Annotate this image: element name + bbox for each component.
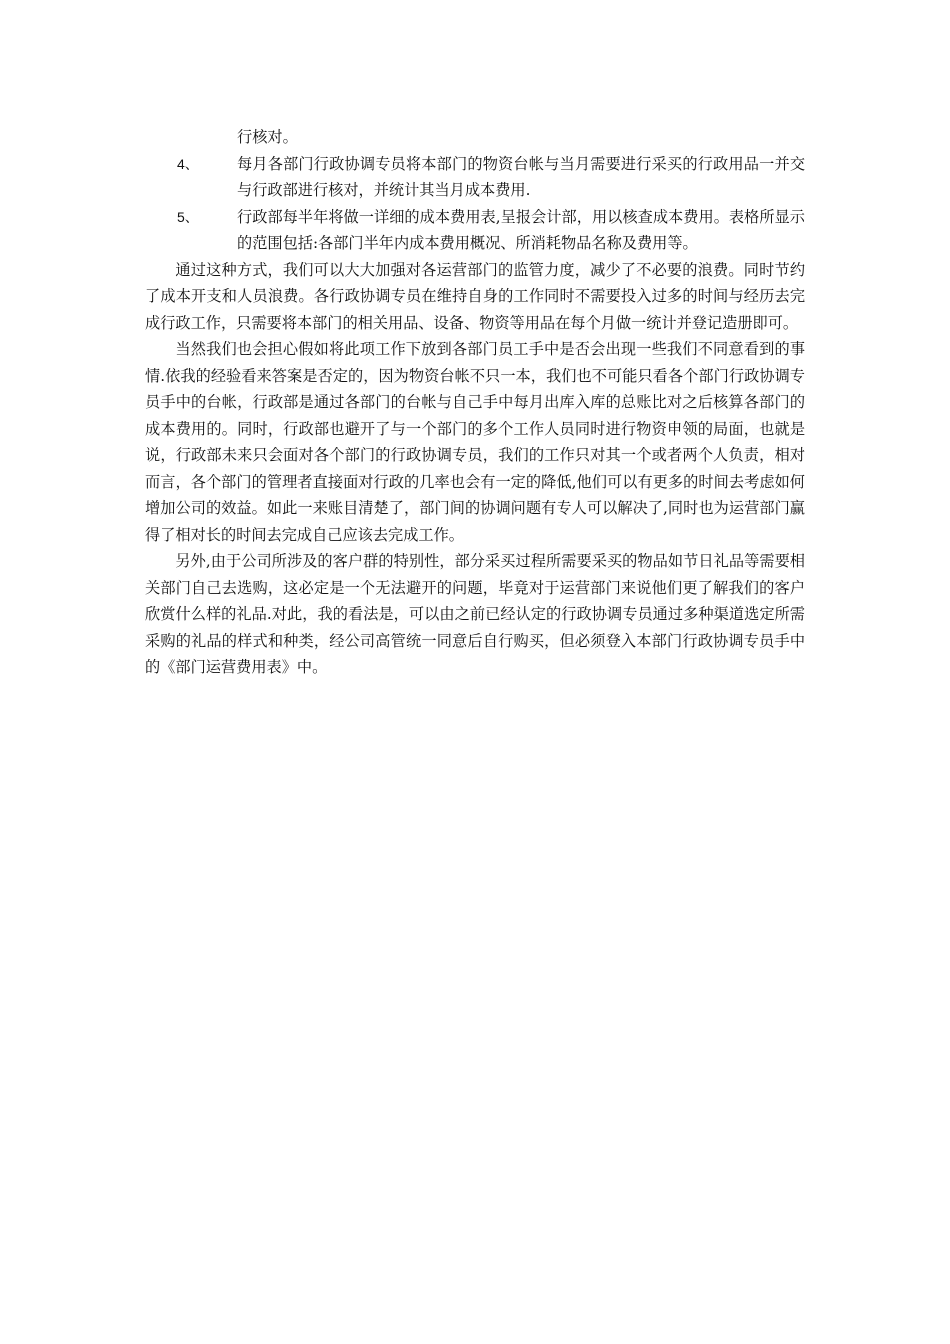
list-number: 4、: [177, 155, 199, 172]
paragraph-gifts: 另外,由于公司所涉及的客户群的特别性，部分采买过程所需要采买的物品如节日礼品等需要相关部门自己去选购，这必定是一个无法避开的问题，毕竟对于运营部门来说他们更了解我们的客户欣赏什么样的礼品.对此，我的看法是，可以由之前已经认定的行政协调专员通过多种渠道选定所需采购的礼品的样式和种类，经公司高管统一同意后自行购买，但必须登入本部门行政协调专员手中的《部门运营费用表》中。: [145, 552, 805, 676]
document-body: [145, 124, 805, 681]
list-number: 5、: [177, 208, 199, 225]
paragraph-supervision: 通过这种方式，我们可以大大加强对各运营部门的监管力度，减少了不必要的浪费。同时节约了成本开支和人员浪费。各行政协调专员在维持自身的工作同时不需要投入过多的时间与经历去完成行政工作，只需要将本部门的相关用品、设备、物资等用品在每个月做一统计并登记造册即可。: [145, 260, 805, 332]
list-item-4: [145, 151, 805, 204]
list-text: 每月各部门行政协调专员将本部门的物资台帐与当月需要进行采买的行政用品一并交与行政部进行核对，并统计其当月成本费用.: [237, 154, 805, 199]
paragraph-concerns: 当然我们也会担心假如将此项工作下放到各部门员工手中是否会出现一些我们不同意看到的事情.依我的经验看来答案是否定的，因为物资台帐不只一本，我们也不可能只看各个部门行政协调专员手中的台帐，行政部是通过各部门的台帐与自己手中每月出库入库的总账比对之后核算各部门的成本费用的。同时，行政部也避开了与一个部门的多个工作人员同时进行物资申领的局面，也就是说，行政部未来只会面对各个部门的行政协调专员，我们的工作只对其一个或者两个人负责，相对而言，各个部门的管理者直接面对行政的几率也会有一定的降低,他们可以有更多的时间去考虑如何增加公司的效益。如此一来账目清楚了，部门间的协调问题有专人可以解决了,同时也为运营部门赢得了相对长的时间去完成自己应该去完成工作。: [145, 340, 805, 544]
list-item-5: [145, 204, 805, 257]
list-continuation: 行核对。: [237, 128, 298, 146]
list-text: 行政部每半年将做一详细的成本费用表,呈报会计部，用以核查成本费用。表格所显示的范围包括:各部门半年内成本费用概况、所消耗物品名称及费用等。: [237, 207, 805, 252]
